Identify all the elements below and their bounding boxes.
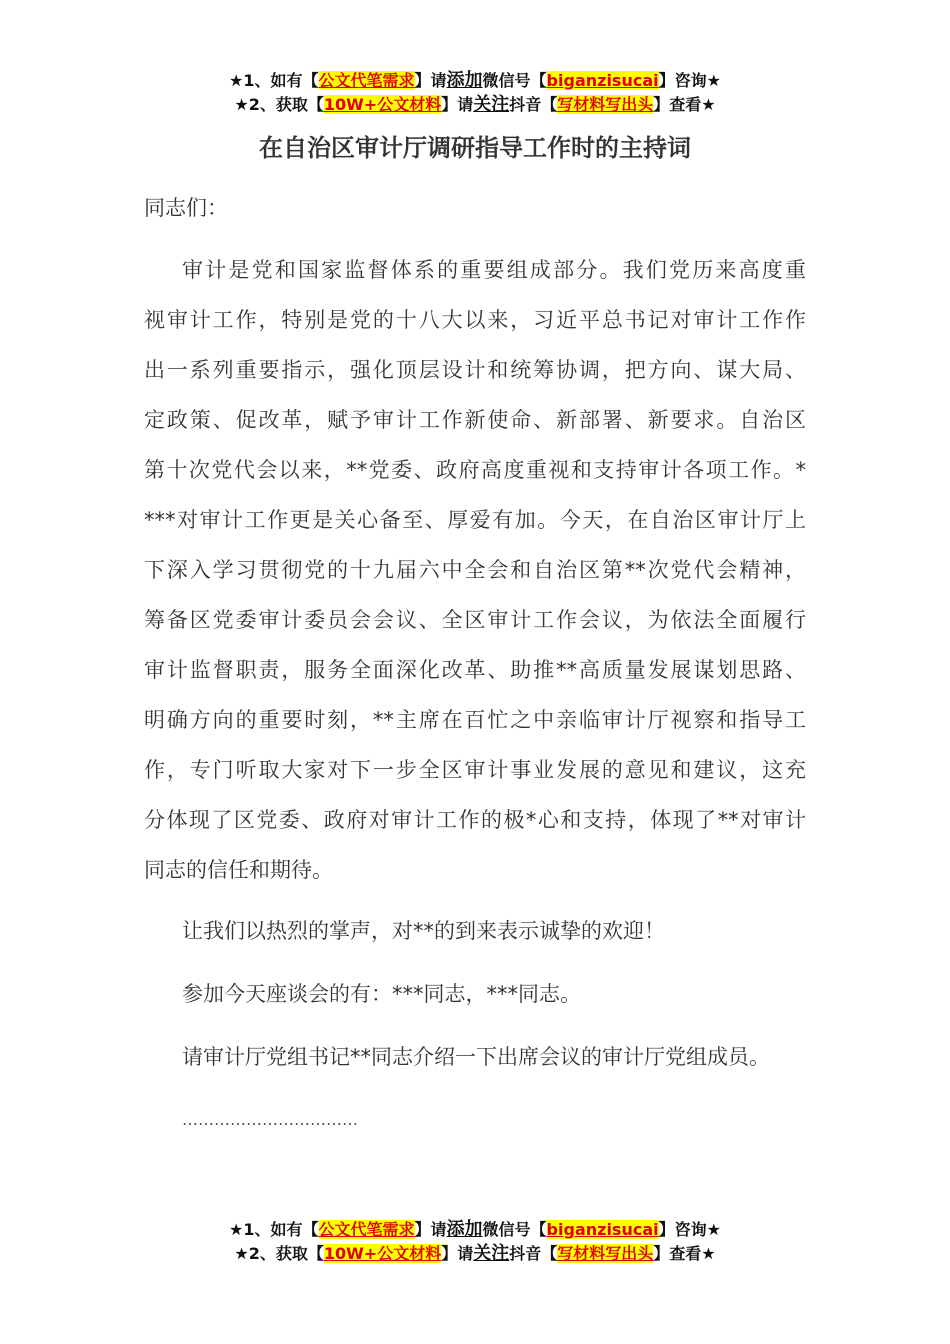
promo-highlight: 写材料写出头: [557, 1244, 654, 1263]
paragraph-line: 出一系列重要指示，强化顶层设计和统筹协调，把方向、谋大局、: [144, 358, 806, 382]
promo-highlight: 写材料写出头: [557, 95, 654, 114]
salutation-text: 同志们：: [144, 196, 228, 220]
promo-text: ★1、如有【: [229, 71, 319, 90]
paragraph-line: 明确方向的重要时刻，**主席在百忙之中亲临审计厅视察和指导工: [144, 708, 806, 732]
promo-highlight: biganzisucai: [546, 1220, 659, 1239]
paragraph-introduction: [144, 1032, 806, 1082]
promo-highlight: biganzisucai: [546, 71, 659, 90]
promo-line-1: [0, 69, 950, 93]
promo-highlight: 公文代笔需求: [318, 71, 415, 90]
promo-line-1: [0, 1218, 950, 1242]
promo-footer: [0, 1218, 950, 1266]
paragraph-text: 让我们以热烈的掌声，对**的到来表示诚挚的欢迎！: [182, 919, 665, 943]
promo-highlight: 10W+公文材料: [323, 1244, 442, 1263]
paragraph-line: 第十次党代会以来，**党委、政府高度重视和支持审计各项工作。*: [144, 458, 806, 482]
promo-text: 】咨询★: [658, 1220, 721, 1239]
paragraph-text: 请审计厅党组书记**同志介绍一下出席会议的审计厅党组成员。: [182, 1045, 770, 1069]
ellipsis-text: ……………………………: [182, 1110, 358, 1129]
promo-text: 】请: [414, 1220, 447, 1239]
promo-text: 】请: [441, 95, 474, 114]
paragraph-main: [144, 245, 806, 895]
promo-highlight: 10W+公文材料: [323, 95, 442, 114]
paragraph-text: 参加今天座谈会的有：***同志，***同志。: [182, 982, 581, 1006]
paragraph-line: 下深入学习贯彻党的十九届六中全会和自治区第**次党代会精神，: [144, 558, 806, 582]
promo-text: ★1、如有【: [229, 1220, 319, 1239]
promo-text: 抖音【: [509, 95, 558, 114]
promo-highlight: 公文代笔需求: [318, 1220, 415, 1239]
promo-line-2: [0, 93, 950, 117]
paragraph-line: 筹备区党委审计委员会会议、全区审计工作会议，为依法全面履行: [144, 608, 806, 632]
promo-text: 】请: [441, 1244, 474, 1263]
promo-text: 】咨询★: [658, 71, 721, 90]
promo-text: 】查看★: [653, 95, 716, 114]
promo-emphasis: 关注: [473, 1243, 510, 1264]
paragraph-line: 审计是党和国家监督体系的重要组成部分。我们党历来高度重: [182, 258, 806, 282]
promo-emphasis: 添加: [446, 70, 483, 91]
promo-text: 】查看★: [653, 1244, 716, 1263]
paragraph-attendees: [144, 969, 806, 1019]
promo-header: [0, 69, 950, 117]
paragraph-line: 定政策、促改革，赋予审计工作新使命、新部署、新要求。自治区: [144, 408, 806, 432]
document-title: 在自治区审计厅调研指导工作时的主持词: [259, 134, 691, 162]
paragraph-line: 审计监督职责，服务全面深化改革、助推**高质量发展谋划思路、: [144, 658, 806, 682]
promo-text: ★2、获取【: [234, 1244, 324, 1263]
salutation: [144, 183, 806, 233]
promo-emphasis: 关注: [473, 94, 510, 115]
paragraph-line: 分体现了区党委、政府对审计工作的极*心和支持，体现了**对审计: [144, 808, 806, 832]
promo-text: 抖音【: [509, 1244, 558, 1263]
paragraph-line: 作，专门听取大家对下一步全区审计事业发展的意见和建议，这充: [144, 758, 806, 782]
paragraph-line: 视审计工作，特别是党的十八大以来，习近平总书记对审计工作作: [144, 308, 806, 332]
promo-text: 】请: [414, 71, 447, 90]
paragraph-line: 同志的信任和期待。: [144, 858, 333, 882]
promo-text: 微信号【: [482, 1220, 547, 1239]
promo-text: ★2、获取【: [234, 95, 324, 114]
promo-line-2: [0, 1242, 950, 1266]
paragraph-line: ***对审计工作更是关心备至、厚爱有加。今天，在自治区审计厅上: [144, 508, 806, 532]
promo-emphasis: 添加: [446, 1219, 483, 1240]
ellipsis: [144, 1095, 806, 1145]
promo-text: 微信号【: [482, 71, 547, 90]
paragraph-applause: [144, 906, 806, 956]
